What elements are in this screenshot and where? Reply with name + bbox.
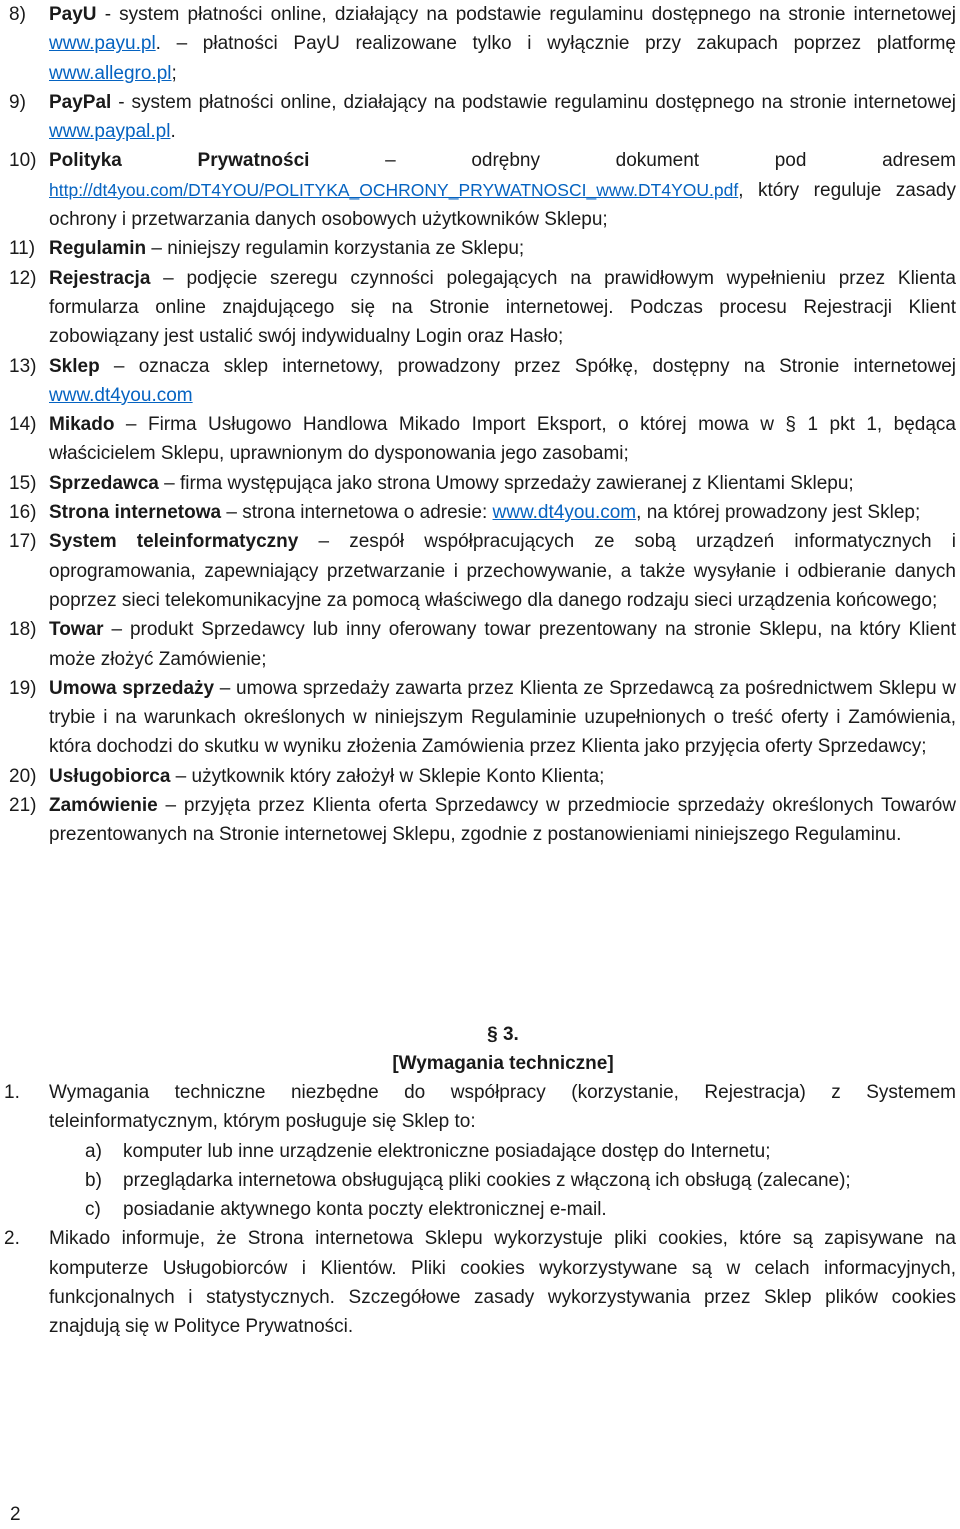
- definition-item-payu: [0, 0, 956, 88]
- term: Strona internetowa: [49, 502, 222, 524]
- term: PayPal: [49, 91, 112, 113]
- requirement-subitems: [0, 1137, 956, 1225]
- link-paypal[interactable]: www.paypal.pl: [49, 121, 171, 143]
- definition-item-strona-internetowa: [0, 498, 956, 527]
- definition-text: – podjęcie szeregu czynności polegających na prawidłowym wypełnieniu przez Klienta formularza online znajdującego się na Stronie internetowej. Podczas procesu Rejestracji Klient zobowiązany jest ustalić swój indywidualny Login oraz Hasło;: [49, 267, 956, 348]
- link-dt4you[interactable]: www.dt4you.com: [49, 384, 193, 406]
- item-number: 11): [9, 238, 36, 260]
- definition-item-sprzedawca: [0, 469, 956, 498]
- item-number: 19): [9, 677, 37, 699]
- requirement-text: Mikado informuje, że Strona internetowa Sklepu wykorzystuje pliki cookies, które są zapisywane na komputerze Usługobiorców i Klientów. Pliki cookies wykorzystywane są w celach informacyjnych, funkcjonalnych i statystycznych. Szczegółowe zasady wykorzystywania przez Sklep plików cookies znajdują się w Polityce Prywatności.: [49, 1228, 956, 1338]
- subitem-a: [0, 1137, 956, 1166]
- item-number: 15): [9, 472, 37, 494]
- requirements-list: [0, 1078, 956, 1342]
- subitem-c: [0, 1195, 956, 1224]
- definition-item-zamowienie: [0, 791, 956, 850]
- link-allegro[interactable]: www.allegro.pl: [49, 62, 172, 84]
- term: Mikado: [49, 414, 115, 436]
- term: Zamówienie: [49, 795, 158, 817]
- item-number: 9): [9, 91, 26, 113]
- definition-text: – firma występująca jako strona Umowy sprzedaży zawieranej z Klientami Sklepu;: [158, 472, 854, 494]
- item-number: 18): [9, 619, 37, 641]
- definition-item-sklep: [0, 352, 956, 411]
- subitem-b: [0, 1166, 956, 1195]
- definition-text: – niniejszy regulamin korzystania ze Sklepu;: [146, 238, 525, 260]
- definition-text: .: [170, 121, 176, 143]
- definition-item-towar: [0, 615, 956, 674]
- subitem-letter: a): [85, 1140, 102, 1162]
- requirement-text: Wymagania techniczne niezbędne do współpracy (korzystanie, Rejestracja) z Systemem teleinformatycznym, którym posługuje się Sklep to:: [49, 1082, 956, 1133]
- term: Usługobiorca: [49, 765, 171, 787]
- link-privacy-policy[interactable]: http://dt4you.com/DT4YOU/POLITYKA_OCHRONY_PRYWATNOSCI_www.DT4YOU.pdf: [49, 179, 739, 200]
- definition-text: , który reguluje zasady ochrony i przetwarzania danych osobowych użytkowników Sklepu;: [49, 179, 956, 231]
- subitem-letter: b): [85, 1169, 102, 1191]
- term: Umowa sprzedaży: [49, 677, 215, 699]
- item-number: 8): [9, 4, 26, 25]
- item-number: 2.: [4, 1228, 20, 1250]
- item-number: 20): [9, 765, 37, 787]
- definition-item-rejestracja: [0, 264, 956, 352]
- term: PayU: [49, 4, 97, 25]
- subitem-letter: c): [85, 1199, 101, 1221]
- section-title: [Wymagania techniczne]: [392, 1053, 614, 1075]
- definition-text: – produkt Sprzedawcy lub inny oferowany towar prezentowany na stronie Sklepu, na który Klient może złożyć Zamówienie;: [49, 619, 956, 670]
- term: Regulamin: [49, 238, 147, 260]
- definition-item-uslugobiorca: [0, 762, 956, 791]
- definition-text: – przyjęta przez Klienta oferta Sprzedawcy w przedmiocie sprzedaży określonych Towarów prezentowanych na Stronie internetowej Sklepu, zgodnie z postanowieniami niniejszego Regulaminu.: [49, 795, 956, 846]
- page-number: 2: [10, 1504, 21, 1525]
- link-payu[interactable]: www.payu.pl: [49, 33, 156, 55]
- term: Towar: [49, 619, 104, 641]
- definition-text: – odrębny dokument pod adresem: [309, 150, 957, 172]
- term: Polityka Prywatności: [49, 150, 310, 172]
- definition-item-regulamin: [0, 234, 956, 263]
- definition-text: - system płatności online, działający na podstawie regulaminu dostępnego na stronie internetowej: [96, 4, 956, 25]
- definition-text: – oznacza sklep internetowy, prowadzony przez Spółkę, dostępny na Stronie internetowej: [99, 355, 956, 377]
- item-number: 13): [9, 355, 37, 377]
- subitem-text: przeglądarka internetowa obsługującą pliki cookies z włączoną ich obsługą (zalecane);: [123, 1169, 851, 1191]
- term: Rejestracja: [49, 267, 151, 289]
- section-number: § 3.: [487, 1024, 519, 1045]
- requirement-item-2: [0, 1224, 956, 1341]
- definition-text: , na której prowadzony jest Sklep;: [636, 502, 921, 524]
- term: Sklep: [49, 355, 100, 377]
- definition-item-system: [0, 527, 956, 615]
- definition-item-paypal: [0, 88, 956, 147]
- definition-item-privacy-policy: [0, 146, 956, 234]
- subitem-text: posiadanie aktywnego konta poczty elektronicznej e-mail.: [123, 1199, 607, 1221]
- item-number: 17): [9, 531, 37, 553]
- term: System teleinformatyczny: [49, 531, 299, 553]
- definition-text: . – płatności PayU realizowane tylko i wyłącznie przy zakupach poprzez platformę: [155, 33, 956, 55]
- item-number: 16): [9, 502, 37, 524]
- definition-text: – strona internetowa o adresie:: [221, 502, 493, 524]
- definition-text: – użytkownik który założył w Sklepie Konto Klienta;: [170, 765, 605, 787]
- item-number: 10): [9, 150, 37, 172]
- requirement-item-1: [0, 1078, 956, 1137]
- item-number: 21): [9, 795, 37, 817]
- definition-text: – Firma Usługowo Handlowa Mikado Import Eksport, o której mowa w § 1 pkt 1, będąca właścicielem Sklepu, uprawnionym do dysponowania jego zasobami;: [49, 414, 956, 465]
- definition-text: – umowa sprzedaży zawarta przez Klienta ze Sprzedawcą za pośrednictwem Sklepu w trybie i na warunkach określonych w niniejszym Regulaminie uzupełnionych o treść oferty i Zamówienia, która dochodzi do skutku w wyniku złożenia Zamówienia przez Klienta jako przyjęcia oferty Sprzedawcy;: [49, 677, 956, 758]
- definition-item-mikado: [0, 410, 956, 469]
- section-heading: [0, 1020, 960, 1079]
- item-number: 1.: [4, 1082, 20, 1103]
- subitem-text: komputer lub inne urządzenie elektroniczne posiadające dostęp do Internetu;: [123, 1140, 771, 1162]
- item-number: 12): [9, 267, 37, 289]
- definition-item-umowa: [0, 674, 956, 762]
- definition-text: ;: [171, 62, 177, 84]
- link-dt4you[interactable]: www.dt4you.com: [492, 502, 637, 524]
- term: Sprzedawca: [49, 472, 159, 494]
- definition-text: – zespół współpracujących ze sobą urządzeń informatycznych i oprogramowania, zapewniający przetwarzanie i przechowywanie, a także wysyłanie i odbieranie danych poprzez sieci telekomunikacyjne za pomocą właściwego dla danego rodzaju sieci urządzenia końcowego;: [49, 531, 956, 611]
- item-number: 14): [9, 414, 37, 436]
- definition-text: - system płatności online, działający na podstawie regulaminu dostępnego na stronie internetowej: [111, 91, 956, 113]
